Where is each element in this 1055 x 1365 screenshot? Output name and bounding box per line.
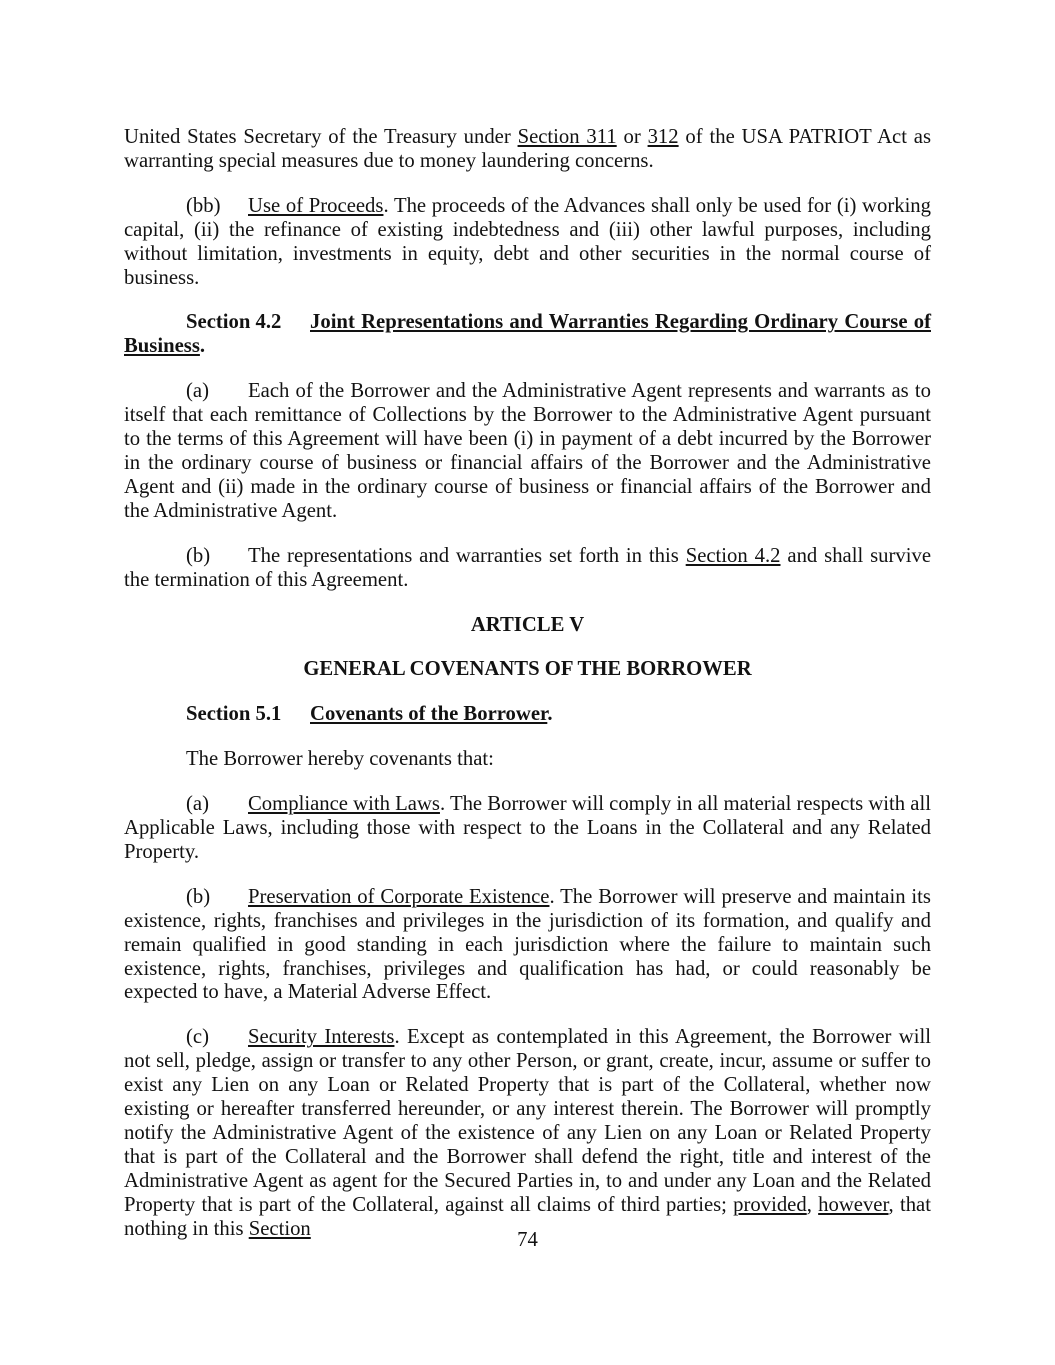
general-covenants-heading xyxy=(124,658,931,682)
paragraph-label: (a) xyxy=(186,793,209,816)
article-heading-text: ARTICLE V xyxy=(470,613,585,636)
paragraph-label: (a) xyxy=(186,380,209,403)
paragraph-label: (b) xyxy=(186,544,211,567)
paragraph-rep-b xyxy=(124,545,931,593)
paragraph-text: Security Interests. Except as contemplated in this Agreement, the Borrower will not sell, pledge, assign or transfer to any other Person, or grant, create, incur, assume or suffer to exist any Lien on any Loan or Related Property that is part of the Collateral, whether now existing or hereafter transferred hereunder, or any interest therein. The Borrower will promptly notify the Administrative Agent of the existence of any Lien on any Loan or Related Property that is part of the Collateral and the Borrower shall defend the right, title and interest of the Administrative Agent as agent for the Secured Parties in, to and under any Loan and the Related Property that is part of the Collateral, against all claims of third parties; provided, however, that nothing in this Section xyxy=(124,1026,931,1240)
paragraph-cov-a xyxy=(124,793,931,865)
section-5-1-heading xyxy=(124,703,931,727)
section-number: Section 5.1 xyxy=(186,703,282,726)
section-title: Covenants of the Borrower xyxy=(310,703,548,726)
paragraph-text: Use of Proceeds. The proceeds of the Advances shall only be used for (i) working capital, (ii) the refinance of existing indebtedness and (iii) other lawful purposes, including without limitation, investments in equity, debt and other securities in the normal course of business. xyxy=(124,194,931,289)
paragraph-text: United States Secretary of the Treasury under Section 311 or 312 of the USA PATRIOT Act as warranting special measures due to money laundering concerns. xyxy=(124,126,931,172)
paragraph-label: (b) xyxy=(186,885,211,908)
section-number: Section 4.2 xyxy=(186,311,282,334)
paragraph-use-of-proceeds xyxy=(124,195,931,291)
paragraph-text: The representations and warranties set forth in this Section 4.2 and shall survive the termination of this Agreement. xyxy=(124,544,932,591)
paragraph-continuation xyxy=(124,126,931,174)
paragraph-cov-c xyxy=(124,1026,931,1241)
section-4-2-heading xyxy=(124,311,931,359)
document-body xyxy=(124,126,931,1263)
article-subheading-text: GENERAL COVENANTS OF THE BORROWER xyxy=(303,658,752,681)
article-v-heading xyxy=(124,614,931,638)
paragraph-covenants-intro xyxy=(124,748,931,772)
paragraph-text: Compliance with Laws. The Borrower will comply in all material respects with all Applicable Laws, including those with respect to the Loans in the Collateral and any Related Property. xyxy=(124,793,931,863)
section-title-period: . xyxy=(547,703,553,726)
paragraph-label: (c) xyxy=(186,1026,209,1049)
page-number: 74 xyxy=(517,1229,538,1251)
section-title-period: . xyxy=(199,335,206,358)
paragraph-text: Each of the Borrower and the Administrative Agent represents and warrants as to itself that each remittance of Collections by the Borrower to the Administrative Agent pursuant to the terms of this Agreement will have been (i) in payment of a debt incurred by the Borrower in the ordinary course of business or financial affairs of the Borrower and the Administrative Agent and (ii) made in the ordinary course of business or financial affairs of the Borrower and the Administrative Agent. xyxy=(124,380,931,522)
paragraph-text: Preservation of Corporate Existence. The Borrower will preserve and maintain its existence, rights, franchises and privileges in the jurisdiction of its formation, and qualify and remain qualified in good standing in each jurisdiction where the failure to maintain such existence, rights, franchises, privileges and qualification has had, or could reasonably be expected to have, a Material Adverse Effect. xyxy=(124,885,931,1004)
paragraph-rep-a xyxy=(124,380,931,523)
paragraph-cov-b xyxy=(124,886,931,1006)
paragraph-label: (bb) xyxy=(186,194,221,217)
paragraph-text: The Borrower hereby covenants that: xyxy=(186,748,494,771)
section-title: Joint Representations and Warranties Regarding Ordinary Course of Business xyxy=(124,311,931,358)
